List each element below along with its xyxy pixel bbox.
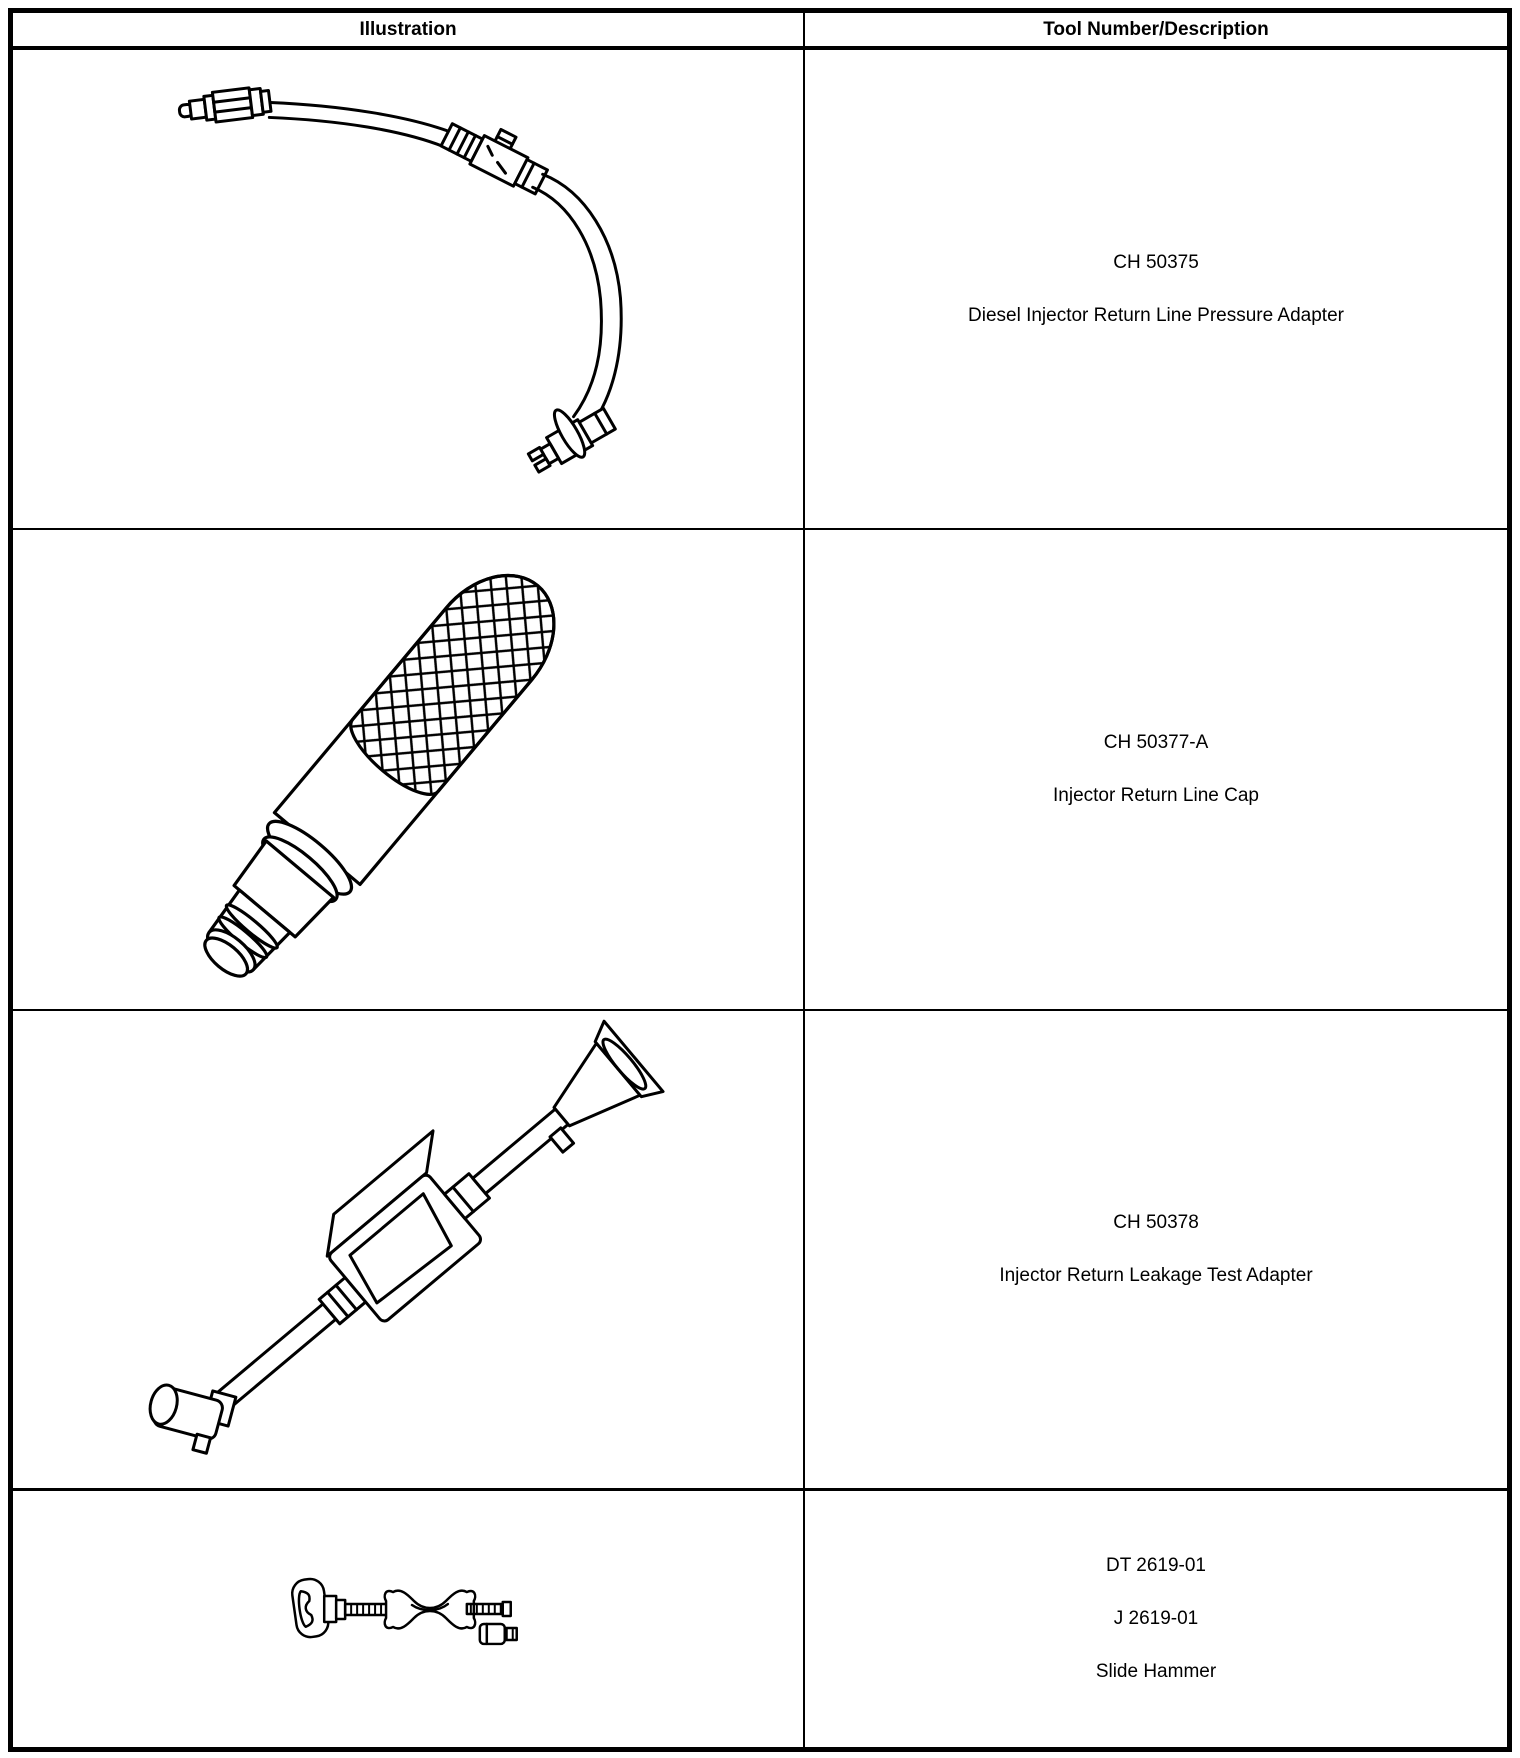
tool-number: J 2619-01 — [1113, 1608, 1199, 1629]
illustration-cell — [13, 1491, 805, 1747]
illustration-cell — [13, 1011, 805, 1488]
table-header-row — [13, 13, 1507, 50]
illustration-cell — [13, 530, 805, 1009]
table-row — [13, 530, 1507, 1011]
tool-number: CH 50378 — [1113, 1212, 1199, 1233]
injector-return-leakage-test-adapter-illustration — [13, 1011, 803, 1488]
tool-description: Injector Return Line Cap — [1053, 785, 1259, 806]
description-cell — [805, 50, 1507, 528]
tool-number: CH 50375 — [1113, 251, 1199, 273]
table-row — [13, 50, 1507, 530]
illustration-cell — [13, 50, 805, 528]
tool-number: DT 2619-01 — [1106, 1555, 1206, 1576]
tool-description: Diesel Injector Return Line Pressure Adapter — [968, 304, 1344, 326]
diesel-injector-return-line-pressure-adapter-illustration — [13, 50, 803, 528]
description-cell — [805, 530, 1507, 1009]
column-header-tool-number-description: Tool Number/Description — [1043, 18, 1269, 40]
table-row — [13, 1491, 1507, 1747]
slide-hammer-illustration — [13, 1491, 803, 1747]
tool-description: Slide Hammer — [1095, 1661, 1217, 1682]
injector-return-line-cap-illustration — [13, 530, 803, 1009]
table-row — [13, 1011, 1507, 1491]
tool-number: CH 50377-A — [1103, 732, 1209, 753]
column-header-illustration: Illustration — [13, 13, 805, 46]
tool-description: Injector Return Leakage Test Adapter — [999, 1265, 1313, 1286]
description-cell — [805, 1491, 1507, 1747]
description-cell — [805, 1011, 1507, 1488]
special-tools-table — [8, 8, 1512, 1752]
